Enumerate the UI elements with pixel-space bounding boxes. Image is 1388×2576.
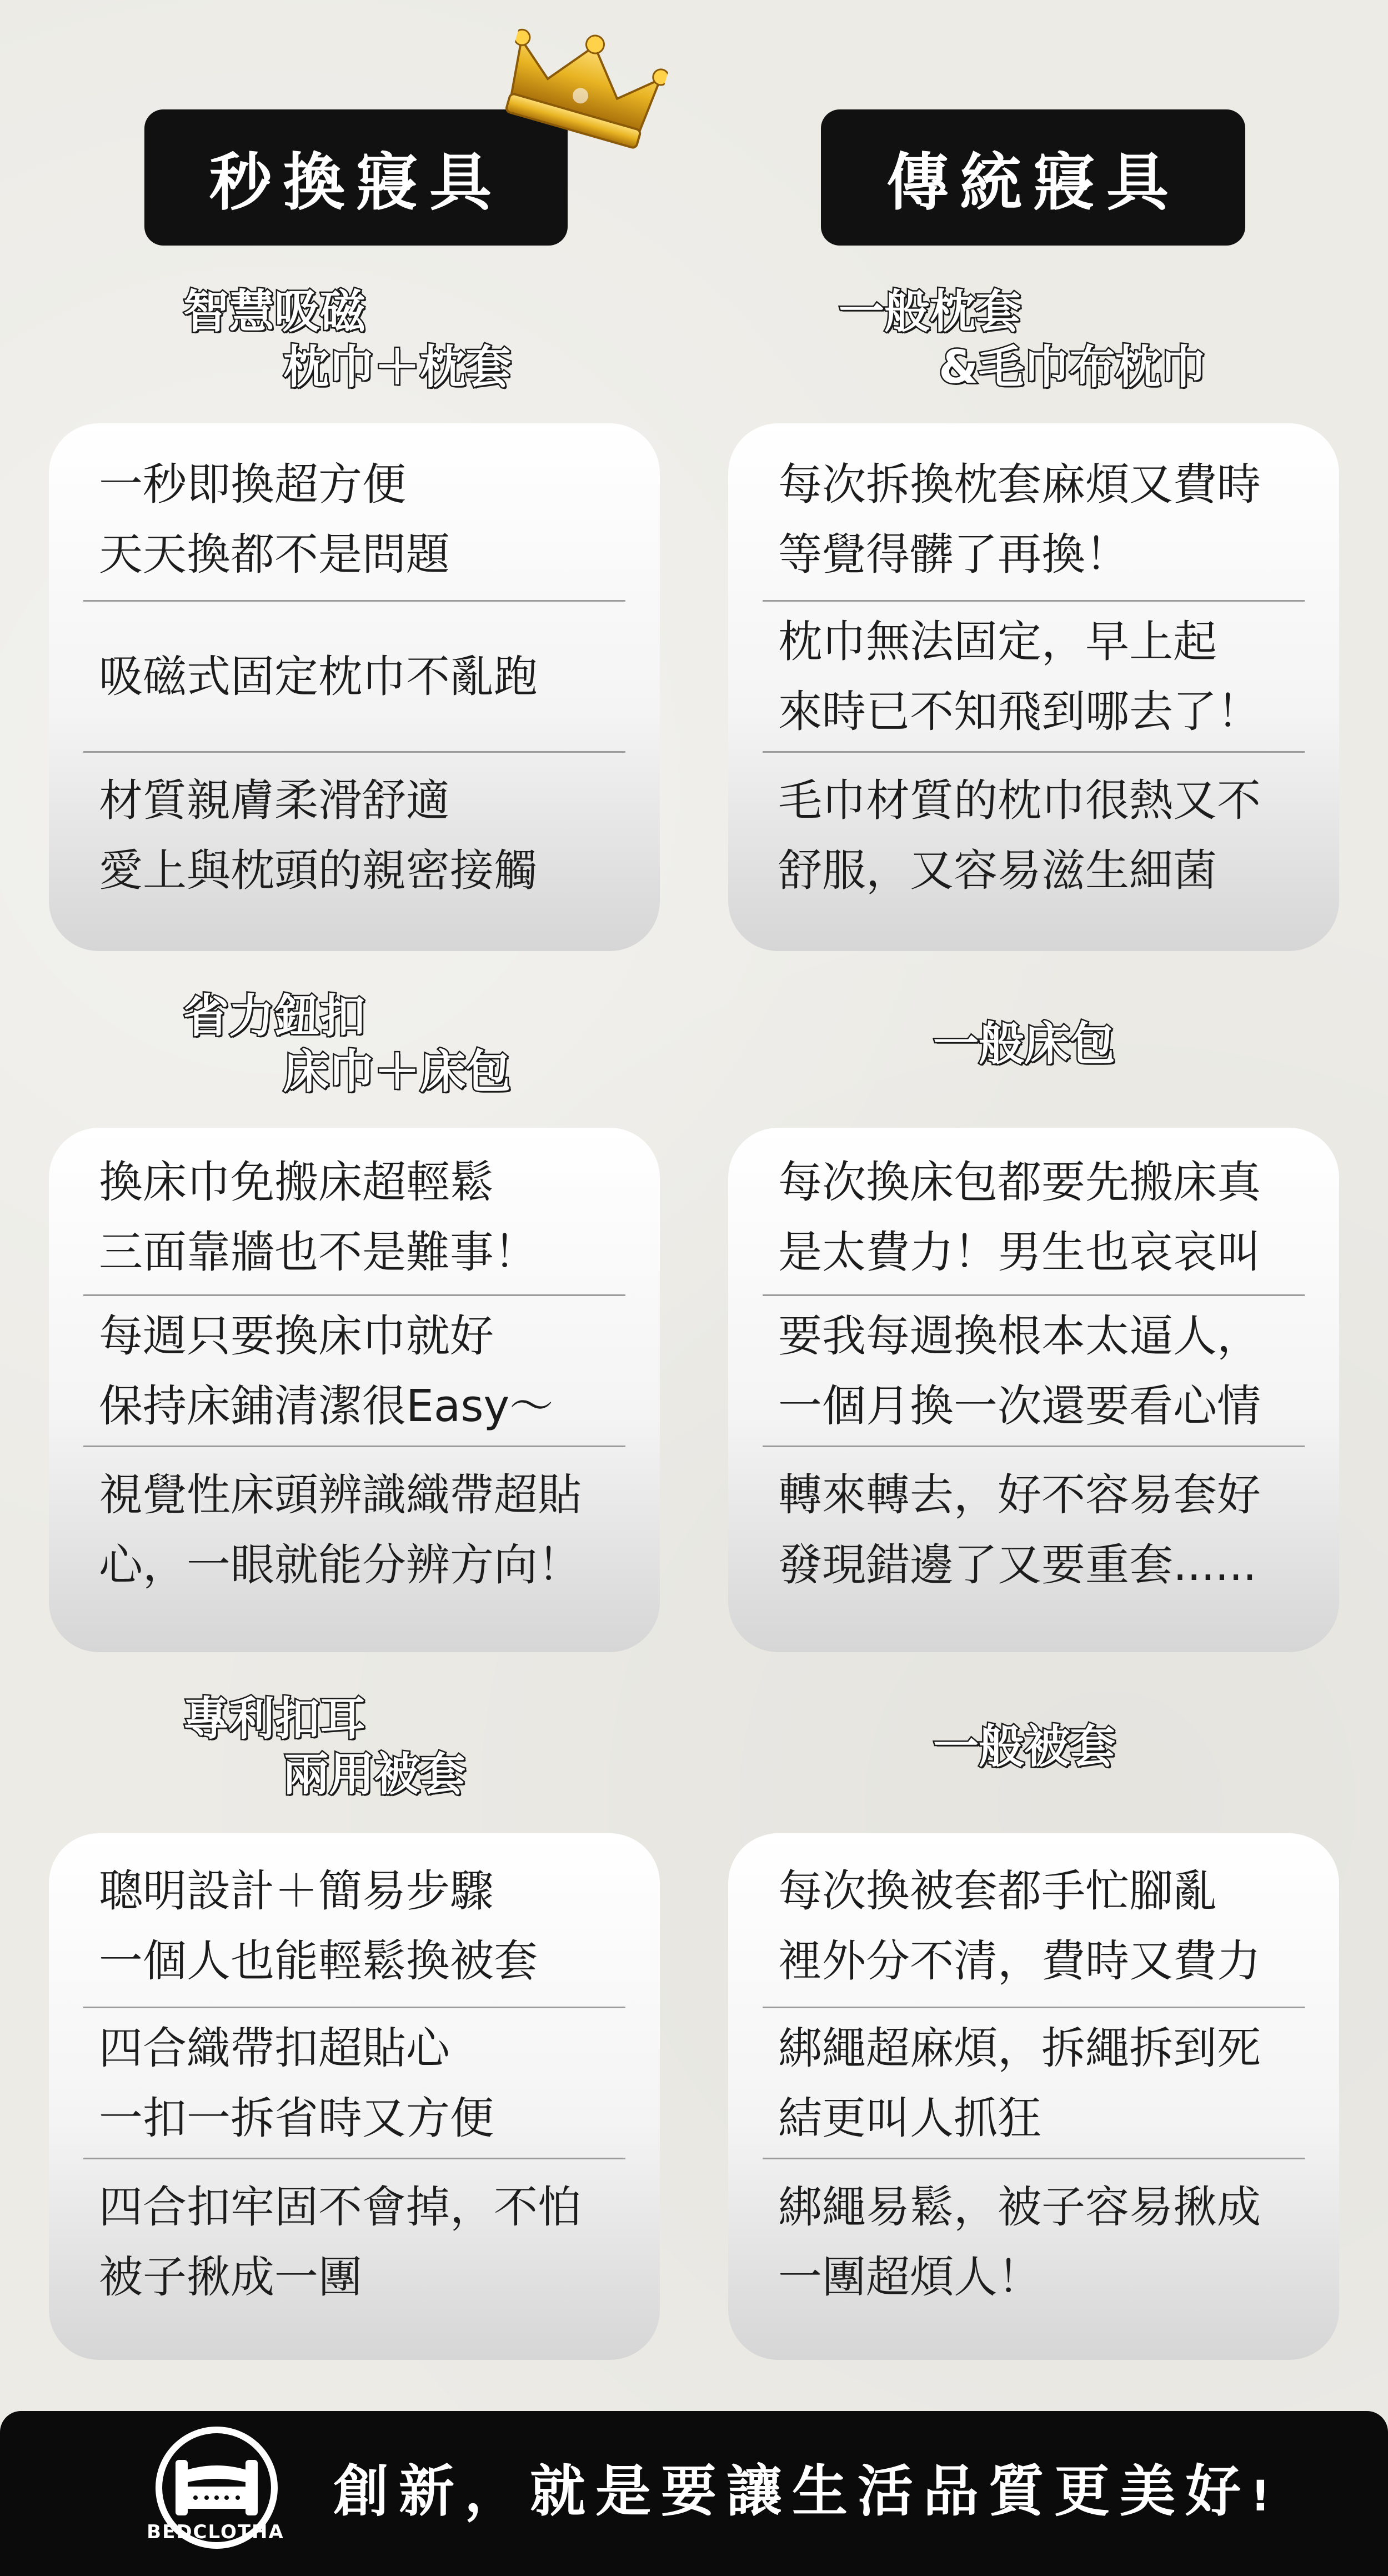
item-text: 綁繩超麻煩，拆繩拆到死 結更叫人抓狂	[778, 2022, 1261, 2144]
item-text: 綁繩易鬆，被子容易揪成 一團超煩人！	[778, 2181, 1261, 2303]
list-item	[763, 600, 1305, 751]
label-regular-duvet	[933, 1719, 1115, 1775]
label-line: 一般床包	[933, 1018, 1116, 1071]
card-left-pillow	[49, 423, 660, 951]
label-patent-duvet	[183, 1692, 465, 1803]
footer-slogan	[333, 2455, 1270, 2528]
card-left-fitted	[49, 1128, 660, 1652]
list-item	[763, 2007, 1305, 2158]
card-right-fitted	[728, 1128, 1339, 1652]
item-text: 要我每週換根本太逼人， 一個月換一次還要看心情	[778, 1310, 1261, 1432]
item-text: 枕巾無法固定，早上起 來時已不知飛到哪去了！	[778, 616, 1261, 737]
list-item	[83, 751, 625, 918]
header-right-title: 傳統寢具	[886, 147, 1180, 219]
label-line: 智慧吸磁	[183, 286, 366, 338]
card-right-pillow	[728, 423, 1339, 951]
label-line: 專利扣耳	[183, 1693, 366, 1745]
label-button-fitted	[183, 989, 511, 1100]
label-regular-fitted	[933, 1017, 1115, 1072]
label-line: 枕巾＋枕套	[283, 341, 512, 394]
list-item	[83, 2158, 625, 2324]
card-right-duvet	[728, 1833, 1339, 2360]
item-text: 四合扣牢固不會掉，不怕 被子揪成一團	[99, 2181, 582, 2303]
list-item	[763, 2158, 1305, 2324]
item-text: 轉來轉去，好不容易套好 發現錯邊了又要重套......	[778, 1469, 1261, 1590]
item-text: 一秒即換超方便 天天換都不是問題	[99, 459, 450, 580]
label-regular-pillowcase	[839, 284, 1206, 396]
slogan-text: 創新，就是要讓生活品質更美好	[333, 2459, 1251, 2524]
list-item	[763, 1140, 1305, 1294]
slogan-exclamation: !	[1251, 2471, 1270, 2520]
list-item	[83, 1445, 625, 1612]
list-item	[83, 2007, 625, 2158]
list-item	[83, 1294, 625, 1445]
header-traditional-bedding	[821, 109, 1245, 246]
label-smart-magnetic	[183, 284, 511, 396]
list-item	[763, 1845, 1305, 2007]
label-line: &毛巾布枕巾	[939, 341, 1206, 394]
label-line: 床巾＋床包	[283, 1046, 512, 1098]
label-line: 一般被套	[933, 1720, 1116, 1773]
logo-wordmark: BEDCLOTHA	[147, 2521, 284, 2543]
item-text: 四合織帶扣超貼心 一扣一拆省時又方便	[99, 2022, 494, 2144]
item-text: 每次換被套都手忙腳亂 裡外分不清，費時又費力	[778, 1865, 1261, 1987]
label-line: 一般枕套	[839, 286, 1021, 338]
item-text: 聰明設計＋簡易步驟 一個人也能輕鬆換被套	[99, 1865, 538, 1987]
item-text: 每週只要換床巾就好 保持床鋪清潔很Easy～	[99, 1310, 554, 1432]
item-text: 毛巾材質的枕巾很熱又不 舒服，又容易滋生細菌	[778, 774, 1261, 896]
list-item	[83, 1140, 625, 1294]
list-item	[763, 1294, 1305, 1445]
card-left-duvet	[49, 1833, 660, 2360]
list-item	[83, 600, 625, 751]
header-quick-bedding	[144, 109, 568, 246]
label-line: 兩用被套	[283, 1748, 466, 1801]
header-left-title: 秒換寢具	[209, 147, 503, 219]
item-text: 吸磁式固定枕巾不亂跑	[99, 651, 538, 702]
list-item	[763, 751, 1305, 918]
list-item	[763, 1445, 1305, 1612]
label-line: 省力鈕扣	[183, 990, 366, 1043]
item-text: 每次換床包都要先搬床真 是太費力！男生也哀哀叫	[778, 1157, 1261, 1278]
list-item	[83, 1845, 625, 2007]
list-item	[83, 439, 625, 600]
list-item	[763, 439, 1305, 600]
item-text: 材質親膚柔滑舒適 愛上與枕頭的親密接觸	[99, 774, 538, 896]
item-text: 每次拆換枕套麻煩又費時 等覺得髒了再換！	[778, 459, 1261, 580]
item-text: 視覺性床頭辨識織帶超貼 心，一眼就能分辨方向！	[99, 1469, 582, 1590]
item-text: 換床巾免搬床超輕鬆 三面靠牆也不是難事！	[99, 1157, 538, 1278]
